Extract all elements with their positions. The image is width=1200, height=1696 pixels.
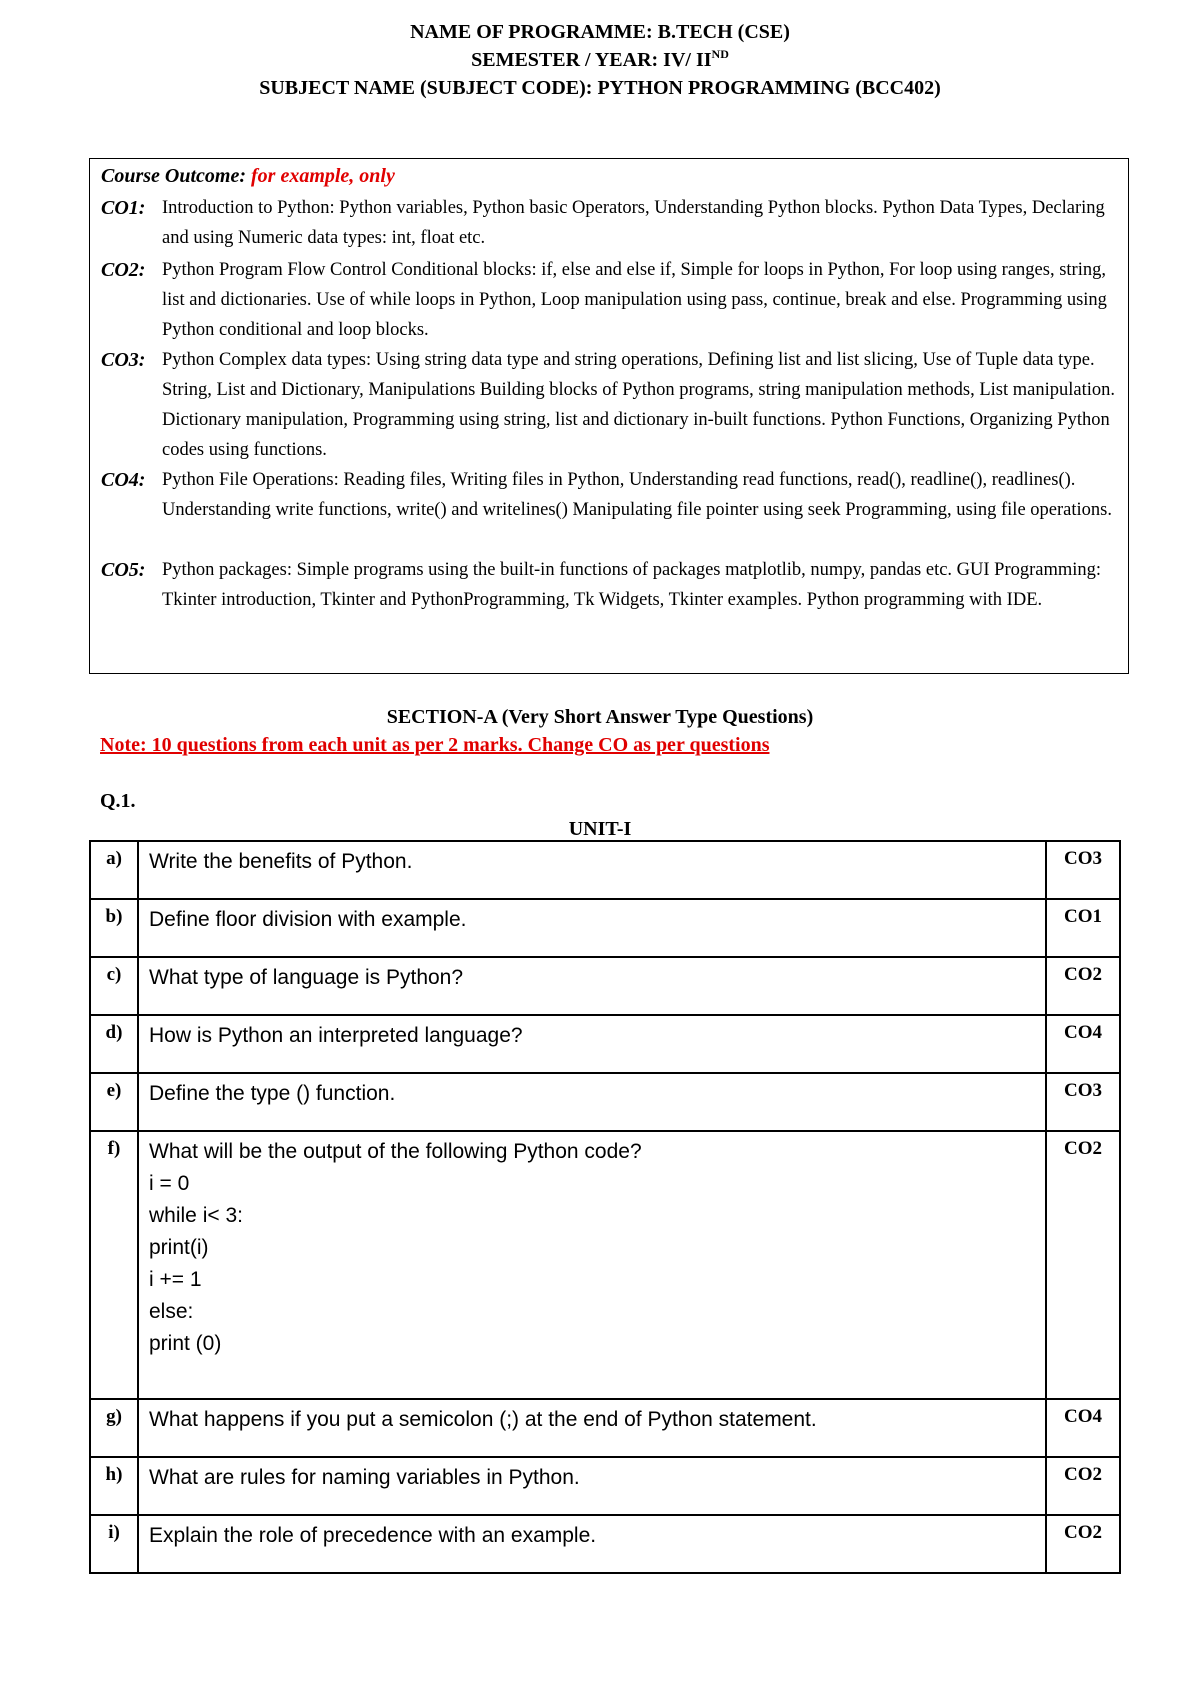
table-row <box>90 1131 1120 1399</box>
table-row <box>90 957 1120 1015</box>
section-note: Note: 10 questions from each unit as per 2 marks. Change CO as per questions <box>100 734 770 756</box>
semester-text: SEMESTER / YEAR: IV/ II <box>471 49 712 71</box>
question-label: b) <box>90 899 138 957</box>
co-label: CO5: <box>101 559 146 581</box>
question-text: Define the type () function. <box>138 1073 1046 1131</box>
question-label: a) <box>90 841 138 899</box>
question-text: What happens if you put a semicolon (;) at the end of Python statement. <box>138 1399 1046 1457</box>
code-line: while i< 3: <box>149 1204 243 1227</box>
co-item-5 <box>101 555 1117 615</box>
semester-year <box>0 48 1200 72</box>
unit-title: UNIT-I <box>568 818 632 840</box>
co-label: CO3: <box>101 349 146 371</box>
question-label: g) <box>90 1399 138 1457</box>
co-label: CO2: <box>101 259 146 281</box>
course-outcome-heading <box>101 165 395 188</box>
question-co: CO2 <box>1046 1131 1120 1399</box>
question-co: CO3 <box>1046 841 1120 899</box>
question-co: CO2 <box>1046 1457 1120 1515</box>
co-text: Python File Operations: Reading files, Writing files in Python, Understanding read functions, read(), readline(), readlines(). Understanding write functions, write() and writelines() Manipulating file pointer using seek Programming, using file operations. <box>162 470 1112 520</box>
subject-title: SUBJECT NAME (SUBJECT CODE): PYTHON PROGRAMMING (BCC402) <box>259 77 941 99</box>
co-text: Python packages: Simple programs using the built-in functions of packages matplotlib, numpy, pandas etc. GUI Programming: Tkinter introduction, Tkinter and PythonProgramming, Tk Widgets, Tkinter examples. Python programming with IDE. <box>162 560 1102 610</box>
co-label: CO1: <box>101 197 146 219</box>
code-line: print(i) <box>149 1236 209 1259</box>
question-label: h) <box>90 1457 138 1515</box>
question-co: CO2 <box>1046 957 1120 1015</box>
question-co: CO3 <box>1046 1073 1120 1131</box>
programme-title: NAME OF PROGRAMME: B.TECH (CSE) <box>410 21 790 43</box>
question-text: What type of language is Python? <box>138 957 1046 1015</box>
co-label: CO4: <box>101 469 146 491</box>
table-row <box>90 841 1120 899</box>
course-outcome-label: Course Outcome: <box>101 165 246 187</box>
code-line: i += 1 <box>149 1268 202 1291</box>
course-outcome-box <box>89 158 1129 674</box>
table-row <box>90 1015 1120 1073</box>
course-outcome-note: for example, only <box>251 165 395 187</box>
question-co: CO4 <box>1046 1399 1120 1457</box>
question-text: Explain the role of precedence with an example. <box>138 1515 1046 1573</box>
table-row <box>90 1073 1120 1131</box>
co-text: Introduction to Python: Python variables, Python basic Operators, Understanding Python blocks. Python Data Types, Declaring and using Numeric data types: int, float etc. <box>162 198 1105 248</box>
question-number: Q.1. <box>100 790 136 812</box>
co-item-3 <box>101 345 1117 465</box>
question-text: Write the benefits of Python. <box>138 841 1046 899</box>
question-text: What are rules for naming variables in Python. <box>138 1457 1046 1515</box>
code-line: print (0) <box>149 1332 222 1355</box>
section-title: SECTION-A (Very Short Answer Type Questions) <box>386 706 814 728</box>
question-label: i) <box>90 1515 138 1573</box>
question-cell-code <box>138 1131 1046 1399</box>
co-item-4 <box>101 465 1117 525</box>
code-line: else: <box>149 1300 194 1323</box>
table-row <box>90 899 1120 957</box>
question-co: CO1 <box>1046 899 1120 957</box>
question-co: CO2 <box>1046 1515 1120 1573</box>
questions-table <box>89 840 1121 1574</box>
co-text: Python Program Flow Control Conditional blocks: if, else and else if, Simple for loops in Python, For loop using ranges, string, list and dictionaries. Use of while loops in Python, Loop manipulation using pass, continue, break and else. Programming using Python conditional and loop blocks. <box>162 260 1107 340</box>
table-row <box>90 1399 1120 1457</box>
code-line: i = 0 <box>149 1172 190 1195</box>
question-label: d) <box>90 1015 138 1073</box>
co-text: Python Complex data types: Using string data type and string operations, Defining list and list slicing, Use of Tuple data type. String, List and Dictionary, Manipulations Building blocks of Python programs, string manipulation methods, List manipulation. Dictionary manipulation, Programming using string, list and dictionary in-built functions. Python Functions, Organizing Python codes using functions. <box>162 350 1116 460</box>
co-item-2 <box>101 255 1117 345</box>
co-item-1 <box>101 193 1117 253</box>
question-label: e) <box>90 1073 138 1131</box>
semester-superscript: ND <box>711 47 729 61</box>
question-label: f) <box>90 1131 138 1399</box>
table-row <box>90 1457 1120 1515</box>
question-co: CO4 <box>1046 1015 1120 1073</box>
question-text: Define floor division with example. <box>138 899 1046 957</box>
question-label: c) <box>90 957 138 1015</box>
question-text: How is Python an interpreted language? <box>138 1015 1046 1073</box>
question-text: What will be the output of the following Python code? <box>149 1140 642 1163</box>
table-row <box>90 1515 1120 1573</box>
